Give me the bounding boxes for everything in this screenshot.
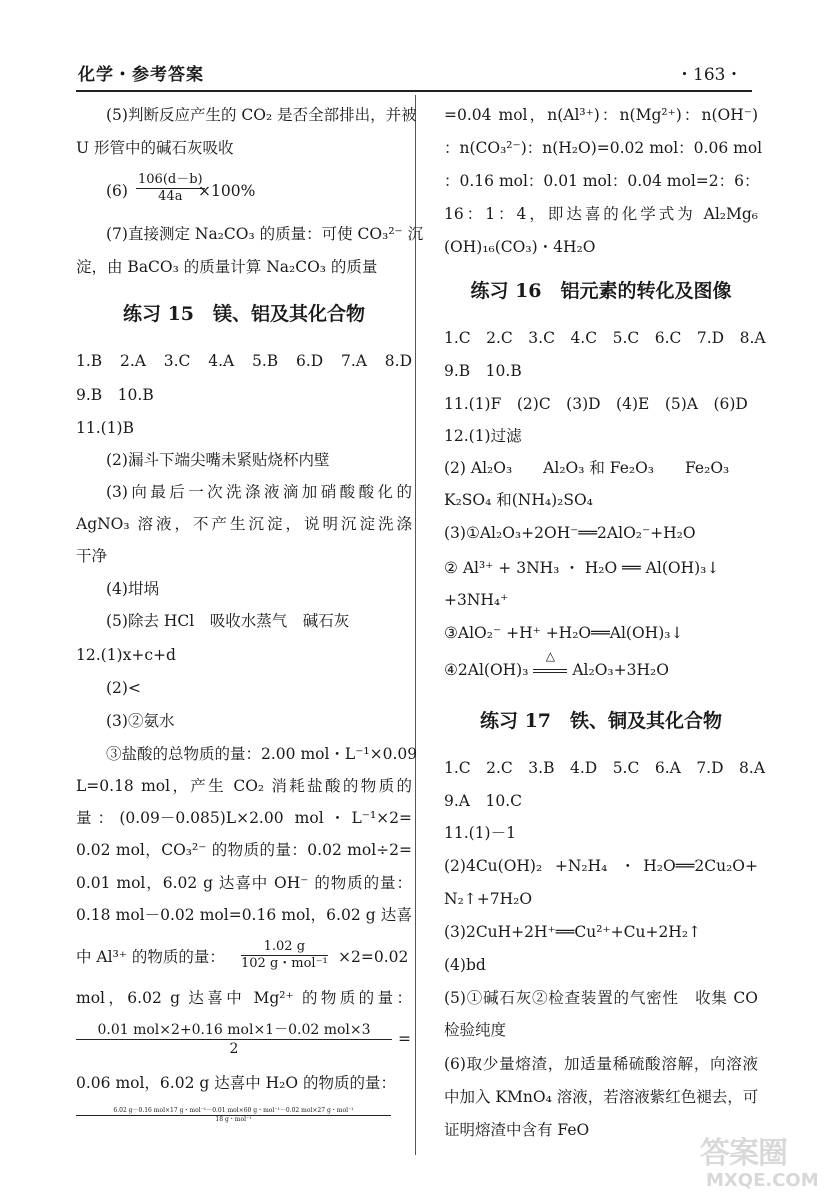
answer-line: AgNO₃ 溶液，不产生沉淀，说明沉淀洗涤 [76,515,412,533]
section-heading: 练习 16 铝元素的转化及图像 [470,280,732,302]
answer-line: 0.02 mol，CO₃²⁻ 的物质的量：0.02 mol÷2= [76,841,412,859]
answer-line: =0.04 mol，n(Al³⁺)：n(Mg²⁺)：n(OH⁻) [444,106,758,124]
answer-line: = [398,1030,411,1048]
fraction: $\frac{106(d-b)}{44a}$ [138,172,203,204]
answer-line: 11.(1)－1 [444,824,516,842]
answer-line: 1.B 2.A 3.C 4.A 5.B 6.D 7.A 8.D [76,352,412,370]
equation-line: ③AlO₂⁻ +H⁺ +H₂O══Al(OH)₃↓ [444,624,684,642]
answer-line: 12.(1)过滤 [444,427,522,445]
equation-line: N₂↑+7H₂O [444,890,533,908]
answer-line: 中加入 KMnO₄ 溶液，若溶液紫红色褪去，可 [444,1088,759,1106]
answer-line: ：n(CO₃²⁻)：n(H₂O)=0.02 mol：0.06 mol [444,139,763,157]
answer-line: (5)除去 HCl 吸收水蒸气 碱石灰 [106,612,350,630]
answer-line: 9.B 10.B [444,362,522,380]
answer-line: (5)①碱石灰②检查装置的气密性 收集 CO [444,989,758,1007]
watermark-url: MXQE.COM [706,1170,819,1191]
answer-line: K₂SO₄ 和(NH₄)₂SO₄ [444,491,593,509]
answer-line: 9.B 10.B [76,386,154,404]
answer-line: ：0.16 mol：0.01 mol：0.04 mol=2：6： [444,172,760,190]
answer-line: 0.18 mol－0.02 mol=0.16 mol，6.02 g 达喜 [76,906,412,924]
answer-line: 0.01 mol，6.02 g 达喜中 OH⁻ 的物质的量： [76,874,412,892]
answer-line: (2)漏斗下端尖嘴未紧贴烧杯内壁 [106,451,330,469]
answer-line: (5)判断反应产生的 CO₂ 是否全部排出，并被 [106,106,417,124]
equation-line: (3)2CuH+2H⁺══Cu²⁺+Cu+2H₂↑ [444,923,702,941]
equation-line: +3NH₄⁺ [444,591,509,609]
answer-line: 淀，由 BaCO₃ 的质量计算 Na₂CO₃ 的质量 [76,258,378,276]
answer-line: 9.A 10.C [444,792,522,810]
answer-line: U 形管中的碱石灰吸收 [76,139,234,157]
answer-line: 1.C 2.C 3.C 4.C 5.C 6.C 7.D 8.A [444,329,766,347]
fraction: 6.02 g－0.16 mol×17 g・mol⁻¹－0.01 mol×60 g・mol⁻¹－0.02 mol×27 g・mol⁻¹ 18 g・mol⁻¹ [76,1107,391,1124]
answer-line: 1.C 2.C 3.B 4.D 5.C 6.A 7.D 8.A [444,759,766,777]
answer-line: (3)向最后一次洗涤液滴加硝酸酸化的 [106,483,412,501]
answer-line: ×2=0.02 [338,948,409,966]
equation-line: (3)①Al₂O₃+2OH⁻══2AlO₂⁻+H₂O [444,524,696,542]
answer-line: 16：1：4，即达喜的化学式为 Al₂Mg₆ [444,205,758,223]
answer-line: (3)②氨水 [106,712,175,730]
answer-line: ③盐酸的总物质的量：2.00 mol・L⁻¹×0.09 [106,745,418,763]
page-number: ・163・ [676,65,743,85]
answer-line: 量：(0.09－0.085)L×2.00 mol・L⁻¹×2= [76,809,412,827]
answer-line: (2) Al₂O₃ Al₂O₃ 和 Fe₂O₃ Fe₂O₃ [444,459,730,477]
equation-line: (2)4Cu(OH)₂ +N₂H₄ ・H₂O══2Cu₂O+ [444,857,758,875]
watermark-logo: 答案圈 [700,1136,787,1171]
fraction: 1.02 g 102 g・mol⁻¹ [241,939,328,971]
answer-line: 干净 [76,547,108,565]
answer-line: (7)直接测定 Na₂CO₃ 的质量：可使 CO₃²⁻ 沉 [106,225,424,243]
answer-line: (OH)₁₆(CO₃)・4H₂O [444,238,596,256]
answer-line: (4)坩埚 [106,580,159,598]
answer-line: (4)bd [444,956,486,974]
answer-line: (6)取少量熔渣，加适量稀硫酸溶解，向溶液 [444,1055,758,1073]
answer-line: 检验纯度 [444,1021,507,1039]
header-rule [76,90,752,92]
section-heading: 练习 15 镁、铝及其化合物 [122,303,366,325]
answer-line: 11.(1)B [76,419,134,437]
section-heading: 练习 17 铁、铜及其化合物 [479,710,723,732]
answer-line: 12.(1)x+c+d [76,646,176,664]
answer-line: 0.06 mol，6.02 g 达喜中 H₂O 的物质的量： [76,1074,397,1092]
answer-line: 11.(1)F (2)C (3)D (4)E (5)A (6)D [444,395,748,413]
answer-line: 中 Al³⁺ 的物质的量： [76,948,225,966]
page-header-title: 化学・参考答案 [78,65,204,85]
answer-line: ×100% [198,182,256,200]
equation-line: ④2Al(OH)₃ △ Al₂O₃+3H₂O [444,649,669,679]
answer-line: (6) [106,182,128,200]
answer-line: mol，6.02 g 达喜中 Mg²⁺ 的物质的量： [76,989,412,1007]
fraction: 0.01 mol×2+0.16 mol×1－0.02 mol×3 2 [76,1021,392,1058]
answer-line: (2)< [106,679,141,697]
answer-line: L=0.18 mol，产生 CO₂ 消耗盐酸的物质的 [76,777,412,795]
column-divider [415,95,416,1155]
answer-line: 证明熔渣中含有 FeO [444,1121,590,1139]
equation-line: ② Al³⁺ + 3NH₃ ・ H₂O ══ Al(OH)₃↓ [444,559,720,577]
heating-condition: △ [533,661,567,680]
